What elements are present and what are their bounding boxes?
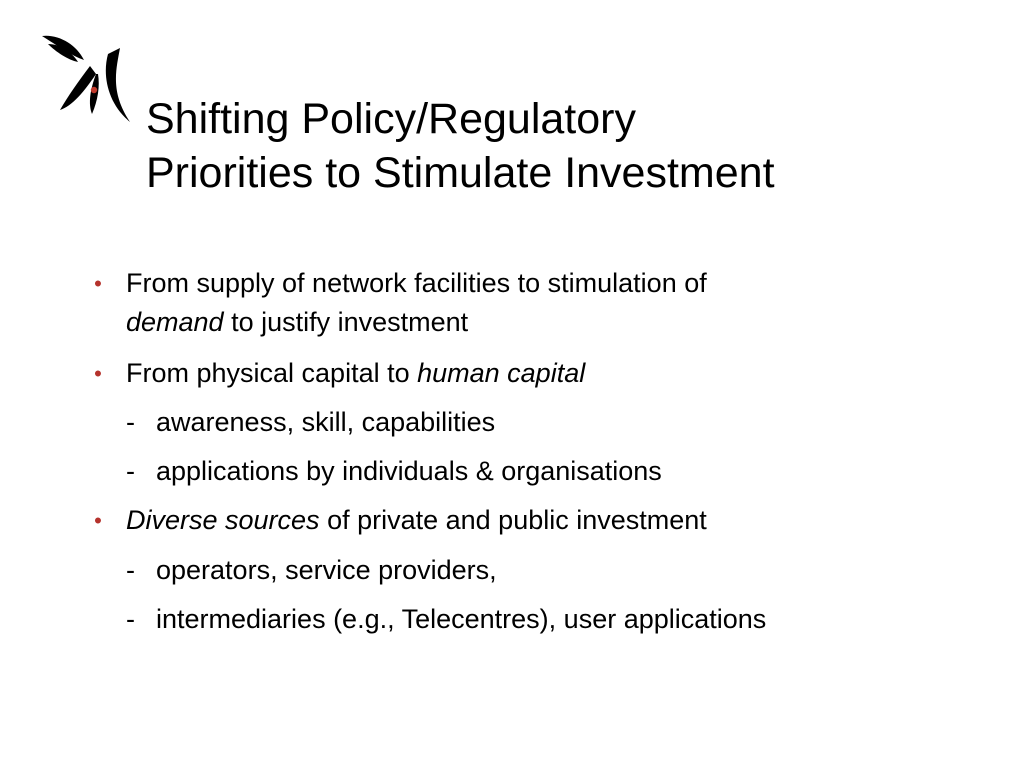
dash-marker: - bbox=[126, 456, 135, 486]
sub-item-intermediaries bbox=[126, 600, 766, 639]
emphasis-human-capital: human capital bbox=[417, 358, 586, 388]
bullet-icon: • bbox=[94, 361, 102, 386]
sub-item-operators bbox=[126, 551, 497, 590]
sub-item-text: intermediaries (e.g., Telecentres), user applications bbox=[156, 604, 767, 634]
bullet-text-line1: From supply of network facilities to stimulation of bbox=[126, 268, 707, 298]
sub-item-text: awareness, skill, capabilities bbox=[156, 407, 496, 437]
bullet-text-line2 bbox=[126, 303, 986, 342]
bullet-text-rest: to justify investment bbox=[223, 307, 469, 337]
title-line-1: Shifting Policy/Regulatory bbox=[146, 95, 636, 143]
bullet-icon: • bbox=[94, 508, 102, 533]
dash-marker: - bbox=[126, 407, 135, 437]
bullet-icon: • bbox=[94, 271, 102, 296]
butterfly-logo-icon bbox=[38, 30, 138, 130]
emphasis-demand: demand bbox=[126, 307, 224, 337]
sub-item-awareness bbox=[126, 403, 495, 442]
dash-marker: - bbox=[126, 604, 135, 634]
dash-marker: - bbox=[126, 555, 135, 585]
bullet-text bbox=[126, 501, 986, 540]
slide-title bbox=[146, 92, 1006, 200]
bullet-item-human-capital bbox=[94, 354, 986, 393]
sub-item-applications bbox=[126, 452, 662, 491]
bullet-item-diverse-sources bbox=[94, 501, 986, 540]
title-line-2: Priorities to Stimulate Investment bbox=[146, 149, 775, 197]
emphasis-diverse-sources: Diverse sources bbox=[126, 505, 320, 535]
bullet-text-plain: From physical capital to bbox=[126, 358, 418, 388]
sub-item-text: applications by individuals & organisations bbox=[156, 456, 662, 486]
bullet-item-supply-demand bbox=[94, 264, 986, 342]
sub-item-text: operators, service providers, bbox=[156, 555, 497, 585]
bullet-text-plain: of private and public investment bbox=[319, 505, 707, 535]
bullet-text bbox=[126, 354, 986, 393]
